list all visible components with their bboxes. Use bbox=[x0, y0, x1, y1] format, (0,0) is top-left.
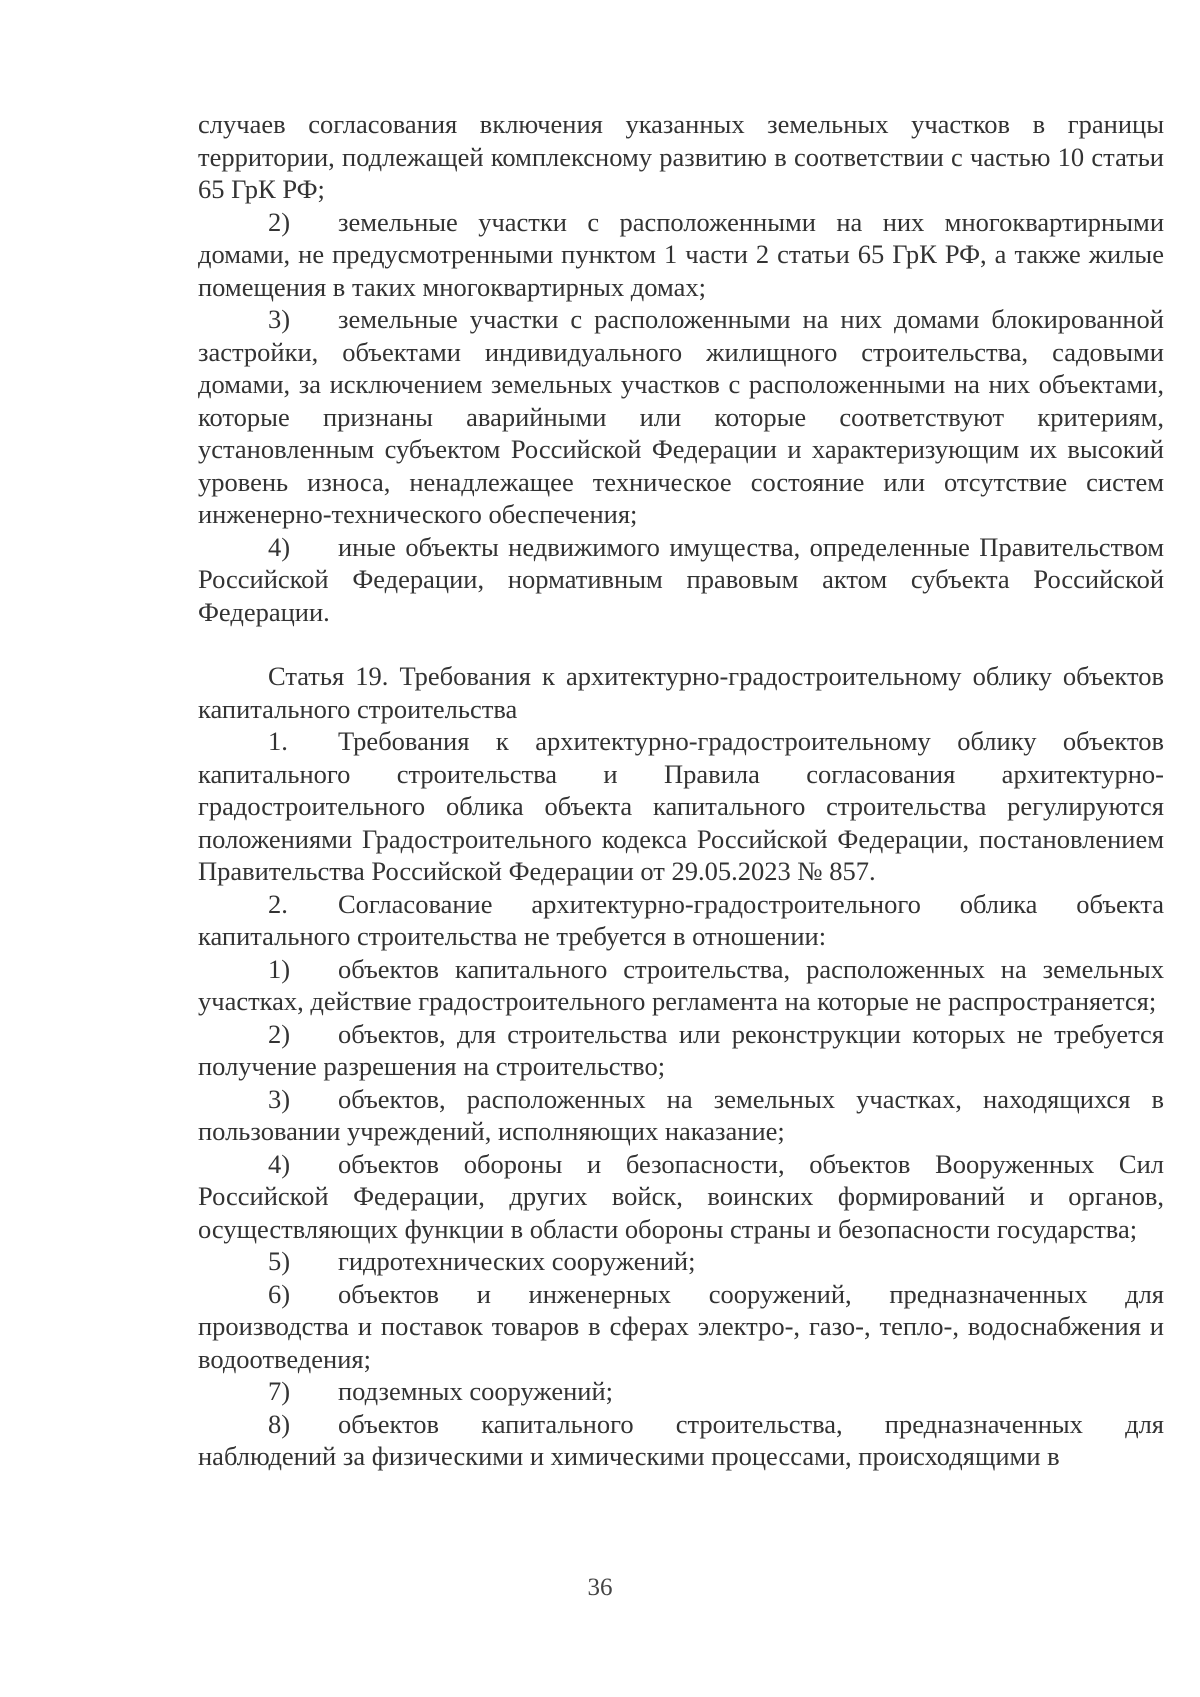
list-item bbox=[198, 1083, 1164, 1148]
list-item-number: 3) bbox=[268, 1083, 291, 1114]
list-item-number: 7) bbox=[268, 1376, 291, 1406]
list-item-number: 1. bbox=[268, 726, 288, 756]
list-item bbox=[198, 206, 1164, 304]
list-item-text: объектов капитального строительства, предназначенных для наблюдений за физическими и химическими процессами, происходящими в bbox=[198, 1408, 1164, 1471]
document-body bbox=[198, 108, 1164, 1473]
list-item-number: 5) bbox=[268, 1246, 291, 1276]
list-item bbox=[198, 953, 1164, 1018]
list-item bbox=[198, 725, 1164, 888]
list-item-text: земельные участки с расположенными на них домами блокированной застройки, объектами индивидуального жилищного строительства, садовыми домами, за исключением земельных участков с расположенными на них объектами, которые признаны аварийными или которые соответствуют критериям, установленным субъектом Российской Федерации и характеризующим их высокий уровень износа, ненадлежащее техническое состояние или отсутствие систем инженерно-технического обеспечения; bbox=[198, 304, 1164, 529]
list-item-text: объектов обороны и безопасности, объектов Вооруженных Сил Российской Федерации, других войск, воинских формирований и органов, осуществляющих функции в области обороны страны и безопасности государства; bbox=[198, 1148, 1164, 1244]
list-item-text: подземных сооружений; bbox=[338, 1376, 614, 1406]
list-item-number: 3) bbox=[268, 304, 291, 334]
list-item bbox=[198, 1245, 1164, 1278]
list-item-text: объектов и инженерных сооружений, предназначенных для производства и поставок товаров в сферах электро-, газо-, тепло-, водоснабжения и водоотведения; bbox=[198, 1278, 1164, 1374]
list-item-number: 6) bbox=[268, 1278, 291, 1309]
list-item-text: иные объекты недвижимого имущества, определенные Правительством Российской Федерации, нормативным правовым актом субъекта Российской Федерации. bbox=[198, 531, 1164, 627]
list-item-text: Согласование архитектурно-градостроительного облика объекта капитального строительства не требуется в отношении: bbox=[198, 888, 1164, 951]
list-item-number: 2) bbox=[268, 206, 291, 237]
list-item-text: гидротехнических сооружений; bbox=[338, 1246, 696, 1276]
list-item-number: 1) bbox=[268, 953, 291, 984]
page-number: 36 bbox=[587, 1574, 613, 1601]
list-item-text: Требования к архитектурно-градостроительному облику объектов капитального строительства и Правила согласования архитектурно-градостроительного облика объекта капитального строительства регулируются положениями Градостроительного кодекса Российской Федерации, постановлением Правительства Российской Федерации от 29.05.2023 № 857. bbox=[198, 726, 1164, 886]
list-item-number: 2) bbox=[268, 1018, 291, 1049]
list-item bbox=[198, 1148, 1164, 1246]
list-item bbox=[198, 1408, 1164, 1473]
list-item bbox=[198, 531, 1164, 629]
list-item bbox=[198, 303, 1164, 531]
list-item bbox=[198, 888, 1164, 953]
article-heading: Статья 19. Требования к архитектурно-градостроительному облику объектов капитального строительства bbox=[198, 661, 1164, 724]
list-item-number: 4) bbox=[268, 531, 291, 562]
list-item bbox=[198, 1278, 1164, 1376]
list-item bbox=[198, 1375, 1164, 1408]
list-item-number: 8) bbox=[268, 1408, 291, 1439]
list-item-number: 4) bbox=[268, 1148, 291, 1179]
list-item-text: объектов, расположенных на земельных участках, находящихся в пользовании учреждений, исполняющих наказание; bbox=[198, 1083, 1164, 1146]
list-item-number: 2. bbox=[268, 888, 288, 919]
list-item bbox=[198, 1018, 1164, 1083]
paragraph-continuation: случаев согласования включения указанных земельных участков в границы территории, подлежащей комплексному развитию в соответствии с частью 10 статьи 65 ГрК РФ; bbox=[198, 109, 1164, 204]
list-item-text: объектов, для строительства или реконструкции которых не требуется получение разрешения на строительство; bbox=[198, 1018, 1164, 1081]
list-item-text: земельные участки с расположенными на них многоквартирными домами, не предусмотренными пунктом 1 части 2 статьи 65 ГрК РФ, а также жилые помещения в таких многоквартирных домах; bbox=[198, 206, 1164, 302]
list-item-text: объектов капитального строительства, расположенных на земельных участках, действие градостроительного регламента на которые не распространяется; bbox=[198, 953, 1164, 1016]
